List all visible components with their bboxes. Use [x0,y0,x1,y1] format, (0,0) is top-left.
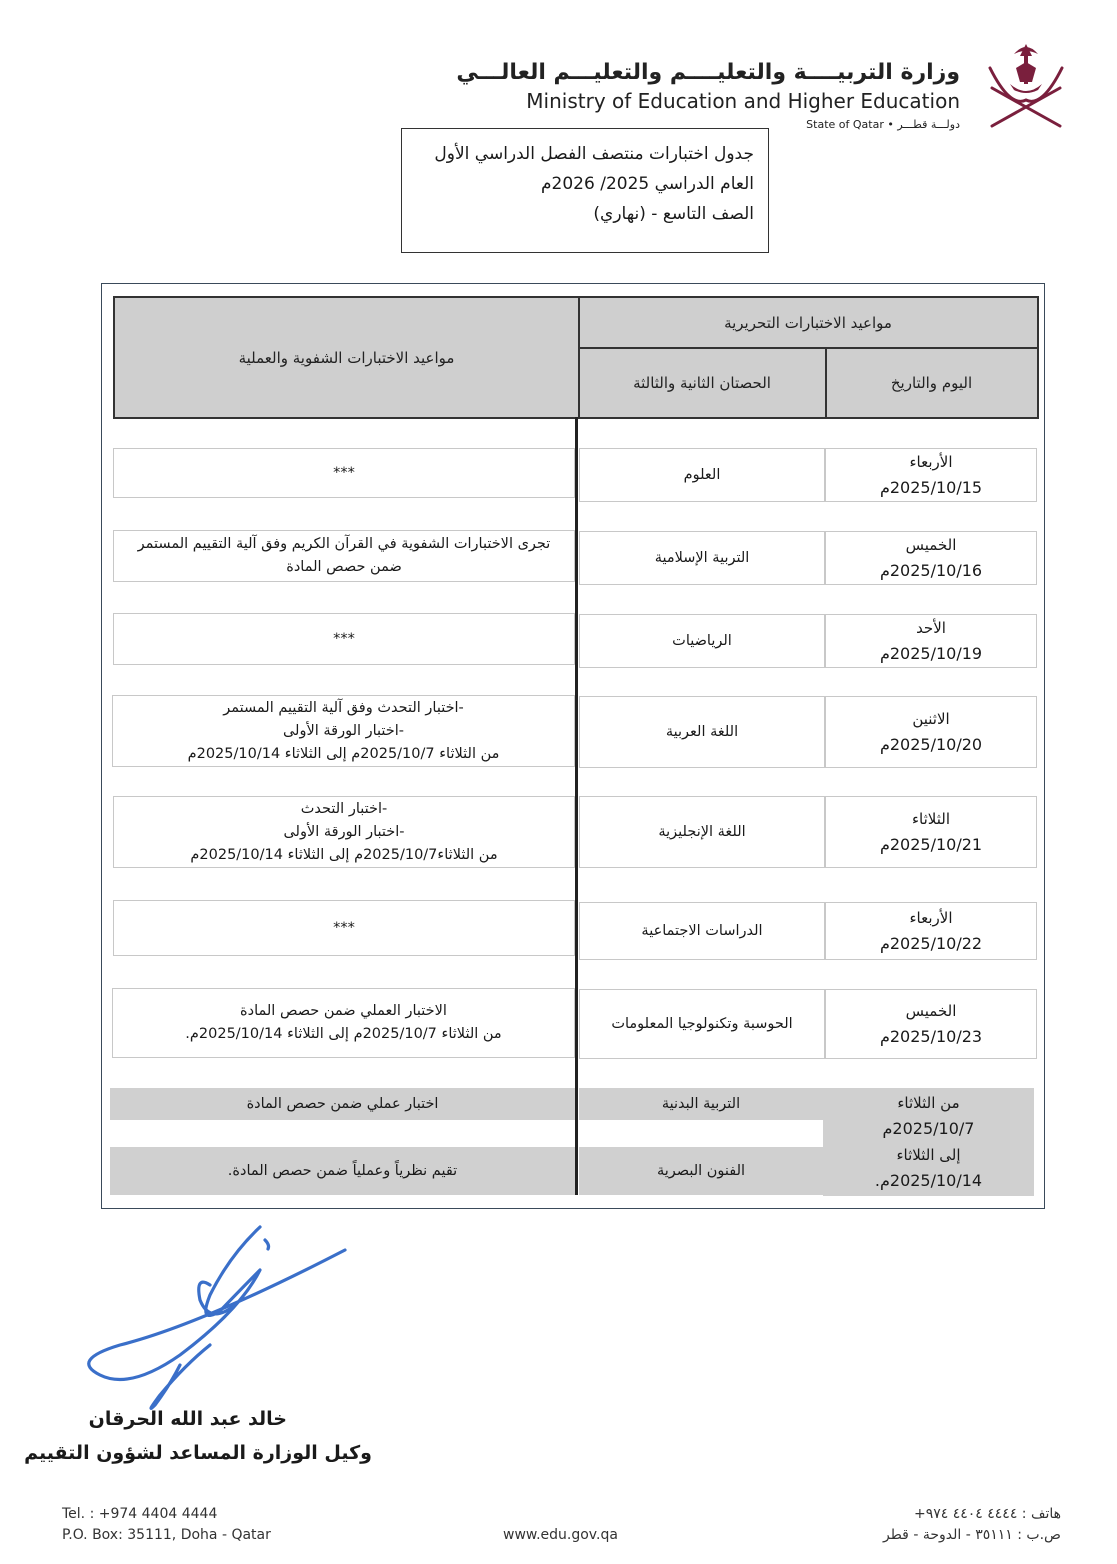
subject-label: التربية الإسلامية [654,549,750,566]
footer-pobox-ar: ص.ب : ٣٥١١١ - الدوحة - قطر [882,1527,1061,1543]
subject-label: الفنون البصرية [656,1162,746,1179]
subject-label: الرياضيات [672,632,732,649]
to-label: إلى الثلاثاء [896,1146,961,1164]
oral-line: من الثلاثاء2025/10/7م إلى الثلاثاء 2025/10/14م [190,846,498,863]
footer-tel-en: Tel. : +974 4404 4444 [62,1506,218,1522]
oral-line: تجرى الاختبارات الشفوية في القرآن الكريم وفق آلية التقييم المستمر [137,536,551,552]
oral-line: اختبار عملي ضمن حصص المادة [246,1095,439,1112]
table-row-oral [113,448,575,498]
oral-line: -اختبار الورقة الأولى [283,823,405,840]
subject-label: الحوسبة وتكنولوجيا المعلومات [611,1015,793,1032]
table-row-subject [579,902,825,960]
subject-label: اللغة العربية [665,723,739,740]
header-day-label: اليوم والتاريخ [890,374,973,392]
day-name: الأربعاء [909,909,953,927]
header-written-exams [577,296,1039,350]
oral-line: من الثلاثاء 2025/10/7م إلى الثلاثاء 2025/10/14م. [185,1026,502,1042]
footer-website: www.edu.gov.qa [503,1527,618,1543]
table-row-subject [579,531,825,585]
day-name: الاثنين [912,710,950,728]
to-date: 2025/10/14م. [874,1171,983,1190]
table-row-subject [579,989,825,1059]
header-periods-label: الحصتان الثانية والثالثة [633,374,771,392]
pe-note-cell [110,1088,575,1120]
signature-icon [60,1215,360,1415]
oral-line: من الثلاثاء 2025/10/7م إلى الثلاثاء 2025/10/14م [187,745,500,762]
art-note-cell [110,1147,575,1195]
oral-line: -اختبار التحدث [300,800,388,817]
subject-label: العلوم [683,466,721,483]
title-line-3: الصف التاسع - (نهاري) [593,204,754,224]
table-row-oral [113,900,575,956]
day-date: 2025/10/22م [879,934,983,953]
day-name: الأحد [916,619,946,637]
table-row-day [825,448,1037,502]
day-name: الخميس [905,1002,957,1020]
table-row-oral [113,796,575,868]
table-row-day [825,902,1037,960]
day-name: الثلاثاء [911,810,950,828]
table-row-subject [579,448,825,502]
day-date: 2025/10/23م [879,1027,983,1046]
qatar-emblem-icon [980,38,1072,134]
pe-subject-cell [579,1088,823,1120]
from-date: 2025/10/7م [882,1119,975,1138]
header-oral-exams [113,296,580,419]
oral-line: *** [333,464,355,481]
final-date-range [823,1088,1034,1196]
oral-line: -اختبار التحدث وفق آلية التقييم المستمر [223,699,464,716]
table-row-day [825,614,1037,668]
oral-line: *** [333,630,355,647]
subject-label: التربية البدنية [661,1095,741,1112]
from-label: من الثلاثاء [897,1094,960,1112]
table-row-oral [113,613,575,665]
table-row-subject [579,796,825,868]
table-row-day [825,989,1037,1059]
title-box [401,128,769,253]
signatory-name: خالد عبد الله الحرقان [88,1408,287,1430]
footer-pobox-en: P.O. Box: 35111, Doha - Qatar [62,1527,271,1543]
table-row-oral [113,530,575,582]
subject-label: الدراسات الاجتماعية [641,922,763,939]
oral-line: -اختبار الورقة الأولى [282,722,405,739]
oral-line: الاختبار العملي ضمن حصص المادة [240,1003,447,1019]
signatory-title: وكيل الوزارة المساعد لشؤون التقييم [24,1442,372,1464]
table-row-day [825,696,1037,768]
oral-line: تقيم نظرياً وعملياً ضمن حصص المادة. [227,1162,458,1179]
day-date: 2025/10/19م [879,644,983,663]
day-date: 2025/10/16م [879,561,983,580]
footer-tel-ar: هاتف : ٤٤٤٤ ٤٤٠٤ ٩٧٤+ [913,1506,1061,1522]
oral-line: ضمن حصص المادة [286,559,402,575]
table-row-subject [579,614,825,668]
column-separator [575,417,578,1195]
art-subject-cell [579,1147,823,1195]
oral-line: *** [333,919,355,936]
ministry-name-english: Ministry of Education and Higher Education [526,89,960,113]
header-day-date [824,347,1039,419]
title-line-1: جدول اختبارات منتصف الفصل الدراسي الأول [434,144,754,164]
table-row-oral [112,695,575,767]
day-name: الأربعاء [909,453,953,471]
table-row-oral [112,988,575,1058]
table-row-subject [579,696,825,768]
table-row-day [825,531,1037,585]
state-label: State of Qatar • دولـــة قطـــر [806,118,960,131]
header-written-label: مواعيد الاختبارات التحريرية [724,314,892,332]
day-date: 2025/10/15م [879,478,983,497]
day-date: 2025/10/20م [879,735,983,754]
table-row-day [825,796,1037,868]
ministry-name-arabic: وزارة التربيــــة والتعليــــم والتعليـــم العالـــي [456,60,960,85]
header-oral-label: مواعيد الاختبارات الشفوية والعملية [238,348,455,367]
day-date: 2025/10/21م [879,835,983,854]
header-periods [577,347,827,419]
subject-label: اللغة الإنجليزية [658,823,746,840]
day-name: الخميس [905,536,957,554]
title-line-2: العام الدراسي 2025/ 2026م [541,174,754,194]
